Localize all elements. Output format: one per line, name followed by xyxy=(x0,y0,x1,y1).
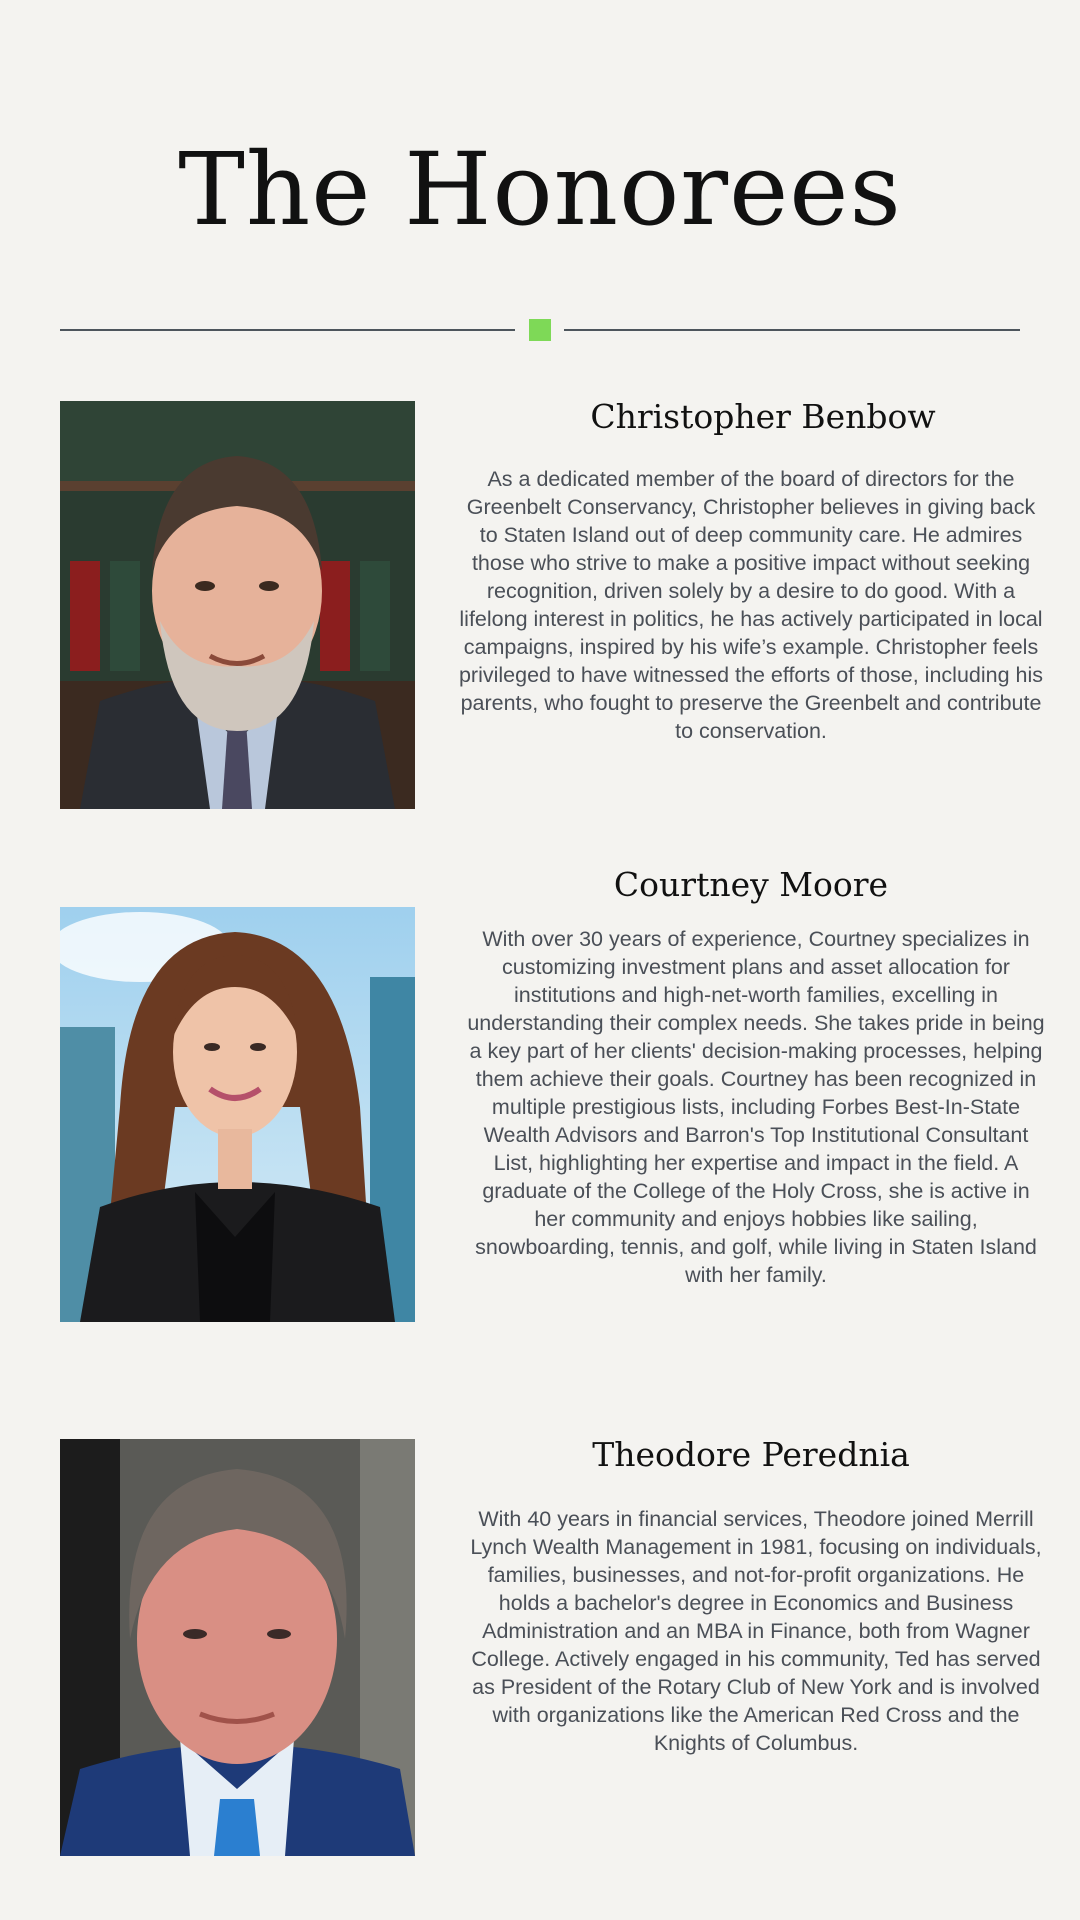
honoree-bio-christopher-benbow: As a dedicated member of the board of directors for the Greenbelt Conservancy, Christopher believes in giving back to Staten Island out of deep community care. He admires those who strive to make a positive impact without seeking recognition, driven solely by a desire to do good. With a lifelong interest in politics, he has actively participated in local campaigns, inspired by his wife’s example. Christopher feels privileged to have witnessed the efforts of those, including his parents, who fought to preserve the Greenbelt and contribute to conservation. xyxy=(458,467,1044,743)
portrait-icon xyxy=(60,1439,415,1856)
divider-right xyxy=(564,329,1020,331)
divider-left xyxy=(60,329,515,331)
portrait-icon xyxy=(60,401,415,809)
portrait-icon xyxy=(60,907,415,1322)
photo-theodore-perednia xyxy=(60,1439,415,1856)
honoree-name-christopher-benbow: Christopher Benbow xyxy=(590,397,936,436)
divider-accent-square xyxy=(529,319,551,341)
honoree-bio-theodore-perednia: With 40 years in financial services, Theodore joined Merrill Lynch Wealth Management in 1981, focusing on individuals, families, businesses, and not-for-profit organizations. He holds a bachelor's degree in Economics and Business Administration and an MBA in Finance, both from Wagner College. Actively engaged in his community, Ted has served as President of the Rotary Club of New York and is involved with organizations like the American Red Cross and the Knights of Columbus. xyxy=(470,1507,1042,1755)
honoree-bio-courtney-moore: With over 30 years of experience, Courtney specializes in customizing investment plans and asset allocation for institutions and high-net-worth families, excelling in understanding their complex needs. She takes pride in being a key part of her clients' decision-making processes, helping them achieve their goals. Courtney has been recognized in multiple prestigious lists, including Forbes Best-In-State Wealth Advisors and Barron's Top Institutional Consultant List, highlighting her expertise and impact in the field. A graduate of the College of the Holy Cross, she is active in her community and enjoys hobbies like sailing, snowboarding, tennis, and golf, while living in Staten Island with her family. xyxy=(467,927,1045,1287)
honoree-name-theodore-perednia: Theodore Perednia xyxy=(592,1435,910,1474)
photo-courtney-moore xyxy=(60,907,415,1322)
page-title: The Honorees xyxy=(178,131,902,248)
photo-christopher-benbow xyxy=(60,401,415,809)
honoree-name-courtney-moore: Courtney Moore xyxy=(613,865,889,904)
